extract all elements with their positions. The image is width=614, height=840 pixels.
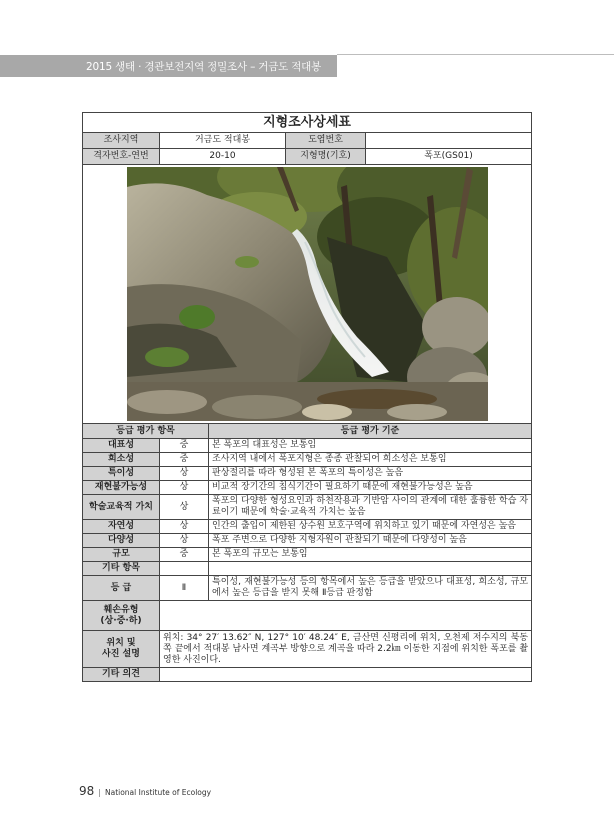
grading-item: 기타 항목 [83,562,160,576]
landform-survey-sheet [82,112,532,682]
location-label [83,631,160,668]
running-header-rule [337,54,614,55]
grading-item: 재현불가능성 [83,481,160,495]
footer-separator: | [98,788,101,797]
location-label-line1: 위치 및 [106,638,136,648]
grading-item: 학술교육적 가치 [83,495,160,520]
location-row [83,631,532,668]
running-header-title: 2015 생태 · 경관보전지역 정밀조사 – 거금도 적대봉 [86,61,322,73]
grading-row [83,520,532,534]
grading-item: 규모 [83,548,160,562]
overall-grade-value: Ⅱ [160,576,209,601]
grading-row [83,548,532,562]
grading-grade: 상 [160,534,209,548]
damage-label-line2: (상·중·하) [100,615,142,626]
grading-criteria-header: 등급 평가 기준 [209,424,532,439]
overall-grade-label: 등 급 [83,576,160,601]
grading-row [83,534,532,548]
map-number-value [366,133,532,149]
overall-grade-row [83,576,532,601]
location-label-line2: 사진 설명 [102,649,140,659]
damage-row [83,601,532,631]
grading-item-header: 등급 평가 항목 [83,424,209,439]
grading-grade: 중 [160,548,209,562]
grading-desc: 인간의 출입이 제한된 상수원 보호구역에 위치하고 있기 때문에 자연성은 높음 [209,520,532,534]
grading-row [83,453,532,467]
other-opinion-row [83,668,532,682]
location-desc: 위치: 34° 27′ 13.62″ N, 127° 10′ 48.24″ E, 금산면 신평리에 위치, 오천제 저수지의 북동쪽 끝에서 적대봉 남사면 계곡부 방향으로 계곡을 따라 2.2㎞ 이동한 지점에 위치한 폭포를 촬영한 사진이다. [160,631,532,668]
grading-row [83,562,532,576]
grading-item: 다양성 [83,534,160,548]
grading-desc: 본 폭포의 규모는 보통임 [209,548,532,562]
grading-grade: 중 [160,453,209,467]
grading-desc: 조사지역 내에서 폭포지형은 종종 관찰되어 희소성은 보통임 [209,453,532,467]
footer-organization: National Institute of Ecology [104,788,212,797]
grading-item: 자연성 [83,520,160,534]
grading-row [83,495,532,520]
grid-number-label: 격자번호-연번 [83,149,160,165]
photo-cell [83,165,532,424]
page-footer [79,780,211,799]
grading-row [83,439,532,453]
grading-item: 대표성 [83,439,160,453]
overall-grade-desc: 특이성, 재현불가능성 등의 항목에서 높은 등급을 받았으나 대표성, 희소성, 규모에서 높은 등급을 받지 못해 Ⅱ등급 판정함 [209,576,532,601]
grading-desc: 판상절리를 따라 형성된 본 폭포의 특이성은 높음 [209,467,532,481]
grading-grade: 상 [160,467,209,481]
grading-item: 희소성 [83,453,160,467]
survey-area-label: 조사지역 [83,133,160,149]
grading-desc [209,562,532,576]
damage-value [160,601,532,631]
grading-grade: 중 [160,439,209,453]
landform-name-label: 지형명(기호) [286,149,366,165]
grading-grade: 상 [160,520,209,534]
grading-desc: 폭포의 다양한 형성요인과 하천작용과 기반암 사이의 관계에 대한 훌륭한 학습 자료이기 때문에 학술·교육적 가치는 높음 [209,495,532,520]
damage-label-line1: 훼손유형 [103,604,139,615]
grading-item: 특이성 [83,467,160,481]
grid-number-value: 20-10 [160,149,286,165]
grading-desc: 본 폭포의 대표성은 보통임 [209,439,532,453]
map-number-label: 도엽번호 [286,133,366,149]
grading-row [83,481,532,495]
grading-row [83,467,532,481]
survey-area-value: 거금도 적대봉 [160,133,286,149]
waterfall-photo [127,167,488,421]
page-number: 98 [79,784,95,798]
grading-desc: 비교적 장기간의 침식기간이 필요하기 때문에 재현불가능성은 높음 [209,481,532,495]
waterfall-illustration [127,167,488,421]
grading-desc: 폭포 주변으로 다양한 지형자원이 관찰되기 때문에 다양성이 높음 [209,534,532,548]
landform-name-value: 폭포(GS01) [366,149,532,165]
grading-grade: 상 [160,481,209,495]
grading-grade: 상 [160,495,209,520]
other-opinion-label: 기타 의견 [83,668,160,682]
sheet-title: 지형조사상세표 [83,113,532,133]
damage-label [83,601,160,631]
grading-grade [160,562,209,576]
other-opinion-value [160,668,532,682]
